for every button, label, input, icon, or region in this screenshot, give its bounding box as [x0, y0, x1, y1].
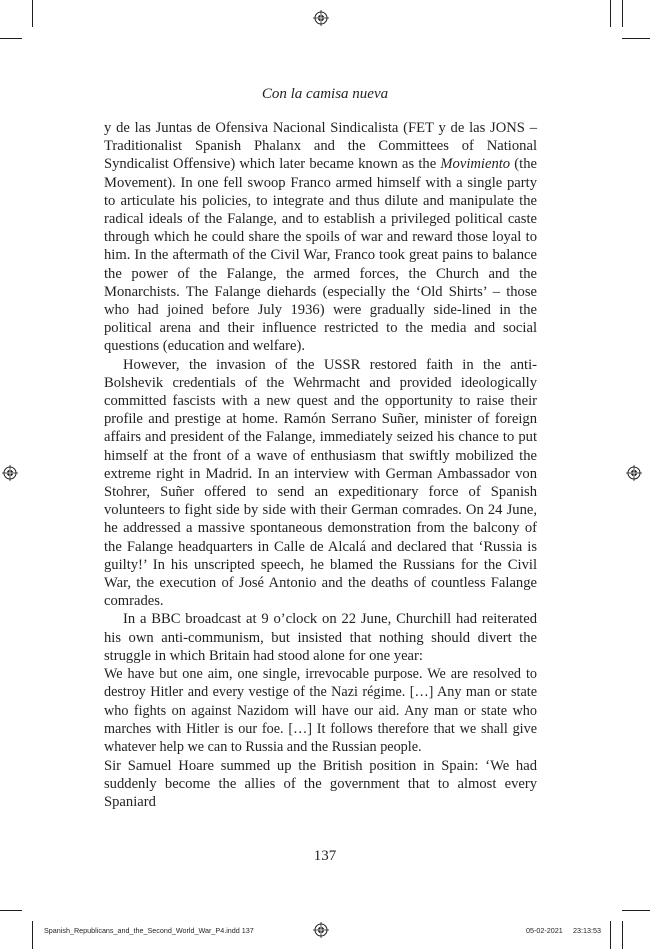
slug-time: 23:13:53	[573, 926, 601, 935]
paragraph	[104, 356, 537, 611]
slug-filename: Spanish_Republicans_and_the_Second_World_War_P4.indd 137	[44, 926, 254, 935]
paragraph	[104, 119, 537, 356]
registration-mark-icon	[313, 10, 329, 26]
registration-mark-icon	[313, 922, 329, 938]
crop-mark-icon	[610, 0, 611, 27]
paragraph: In a BBC broadcast at 9 o’clock on 22 June, Churchill had reiterated his own anti-communism, but insisted that nothing should divert the struggle in which Britain had stood alone for one year:	[104, 611, 537, 664]
italic-comma: ,	[312, 429, 316, 446]
running-head: Con la camisa nueva	[261, 86, 389, 102]
registration-mark-icon	[2, 465, 18, 481]
body-text	[104, 119, 537, 811]
crop-mark-icon	[0, 910, 22, 911]
paragraph-text: (the Movement). In one fell swoop Franco armed himself with a single party to articulate his policies, to integrate and thus dilute and manipulate the radical ideals of the Falange, and to establish a privileged political caste through which he could share the spoils of war and reward those loyal to him. In the aftermath of the Civil War, Franco took great pains to balance the power of the Falange, the armed forces, the Church and the Monarchists. The Falange diehards (especially the ‘Old Shirts’ – those who had joined before July 1936) were gradually side-lined in the political arena and their influence restricted to the media and social questions (education and welfare).	[104, 156, 537, 355]
crop-mark-icon	[610, 921, 611, 949]
crop-mark-icon	[622, 910, 650, 911]
block-quote: We have but one aim, one single, irrevocable purpose. We are resolved to destroy Hitler and every vestige of the Nazi régime. […] Any man or state who fights on against Nazidom will have our aid. Any man or state who marches with Hitler is our foe. […] It follows therefore that we shall give whatever help we can to Russia and the Russian people.	[104, 666, 537, 756]
page-number: 137	[313, 848, 337, 864]
italic-term: Movimiento	[440, 156, 511, 173]
paragraph: Sir Samuel Hoare summed up the British position in Spain: ‘We had suddenly become the allies of the government that to almost every Spaniard	[104, 757, 537, 810]
slug-date: 05-02-2021	[526, 926, 563, 935]
paragraph-text: immediately seized his chance to put himself at the front of a wave of enthusiasm that swiftly mobilized the extreme right in Madrid. In an interview with German Ambassador von Stohrer, Suñer offered to send an expeditionary force of Spanish volunteers to fight side by side with their German comrades. On 24 June, he addressed a massive spontaneous demonstration from the balcony of the Falange headquarters in Calle de Alcalá and declared that ‘Russia is guilty!’ In his unscripted speech, he blamed the Russians for the Civil War, the execution of José Antonio and the deaths of countless Falange comrades.	[104, 429, 537, 610]
crop-mark-icon	[0, 38, 22, 39]
crop-mark-icon	[622, 921, 623, 949]
crop-mark-icon	[32, 0, 33, 27]
crop-mark-icon	[32, 921, 33, 949]
crop-mark-icon	[622, 38, 650, 39]
paragraph-text: y de las Juntas de Ofensiva Nacional Sindicalista (FET y de las JONS – Traditionalist Spanish Phalanx and the Committees of National Syndicalist Offensive) which later became known as the	[104, 120, 537, 173]
crop-mark-icon	[622, 0, 623, 27]
paragraph-text: However, the invasion of the USSR restored faith in the anti-Bolshevik credentials of the Wehrmacht and provided ideologically committed fascists with a new quest and the opportunity to raise their profile and prestige at home. Ramón Serrano Suñer, minister of foreign affairs and president of the Falange	[104, 356, 537, 446]
registration-mark-icon	[626, 465, 642, 481]
